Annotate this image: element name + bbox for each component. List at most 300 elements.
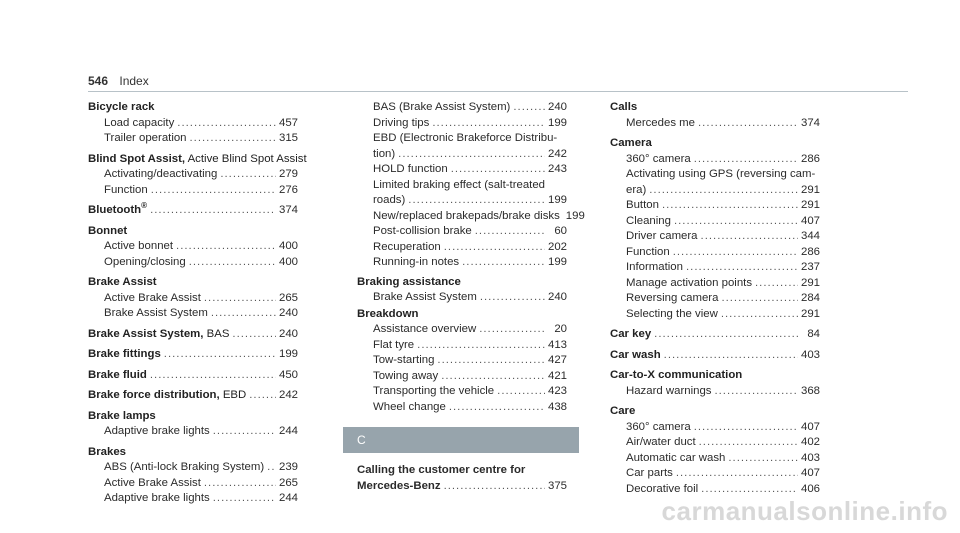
page-ref: 315 — [278, 132, 298, 144]
page-ref: 291 — [800, 307, 820, 320]
page-ref: 407 — [800, 467, 820, 479]
entry-text: Button — [626, 199, 659, 211]
index-subentry-label — [626, 167, 815, 183]
page-ref: 374 — [278, 204, 298, 216]
page-ref: 413 — [547, 338, 567, 351]
entry-text: Decorative foil — [626, 482, 699, 495]
index-subentry — [610, 420, 820, 436]
page-ref: 291 — [800, 199, 820, 211]
index-entry — [88, 152, 307, 199]
index-subentry — [610, 167, 820, 183]
index-subentry — [357, 290, 567, 306]
leader-dots — [164, 347, 276, 363]
index-heading — [88, 203, 147, 219]
index-subentry — [610, 451, 820, 467]
index-subentry — [357, 209, 585, 225]
section-title: Index — [119, 74, 149, 88]
entry-text: Wheel change — [373, 400, 446, 413]
entry-text: 360° camera — [626, 152, 691, 165]
leader-dots — [676, 466, 798, 482]
index-entry — [88, 409, 298, 440]
leader-dots — [189, 255, 276, 271]
index-subentry-label — [626, 183, 646, 199]
trademark-symbol: ® — [141, 201, 148, 211]
index-subentry-label — [104, 255, 186, 271]
index-subentry — [357, 147, 567, 163]
leader-dots — [694, 420, 798, 436]
page-ref: 243 — [547, 163, 567, 175]
index-subentry — [357, 178, 567, 194]
page-ref: 344 — [800, 230, 820, 242]
entry-text: Opening/closing — [104, 255, 186, 268]
leader-dots — [150, 203, 276, 219]
index-subentry — [610, 214, 820, 230]
entry-text: New/replaced brakepads/brake disks — [373, 209, 560, 222]
page-ref: 403 — [800, 451, 820, 464]
entry-text: Activating/deactivating — [104, 168, 218, 180]
index-subentry — [357, 100, 567, 116]
watermark-logo: carmanualsonline.info — [661, 496, 948, 526]
index-subentry-label — [626, 420, 691, 436]
index-subentry — [610, 260, 820, 276]
index-heading-row — [88, 388, 298, 404]
leader-dots — [698, 116, 798, 132]
index-subentry-label — [626, 260, 683, 276]
page-ref: 84 — [807, 328, 820, 340]
page-ref: 427 — [547, 354, 567, 366]
index-subentry-label — [104, 306, 208, 322]
index-subentry — [610, 276, 820, 292]
entry-text: Function — [626, 245, 670, 258]
entry-text: Towing away — [373, 369, 439, 382]
index-subentry-label — [104, 460, 264, 476]
index-subentry-label — [104, 476, 201, 492]
entry-text: Braking assistance — [357, 275, 461, 288]
leader-dots — [204, 476, 276, 492]
index-subentry — [357, 240, 567, 256]
entry-text: Active bonnet — [104, 240, 174, 252]
entry-text: Automatic car wash — [626, 451, 726, 464]
entry-text: Transporting the vehicle — [373, 385, 495, 397]
index-heading-row — [88, 327, 298, 343]
header-rule — [88, 91, 908, 92]
entry-text: roads) — [373, 194, 406, 206]
entry-text: Brake lamps — [88, 409, 156, 422]
index-subentry-label — [373, 353, 434, 369]
entry-text: Car key — [610, 328, 652, 340]
entry-text: Air/water duct — [626, 436, 696, 448]
index-heading — [610, 327, 651, 343]
index-entry — [88, 368, 298, 384]
page-ref: 400 — [278, 240, 298, 252]
page-ref: 199 — [547, 194, 567, 206]
index-subentry-label — [626, 276, 752, 292]
leader-dots — [150, 368, 276, 384]
index-subentry-label — [373, 131, 557, 147]
entry-text: Bluetooth — [88, 204, 142, 216]
entry-text: Active Brake Assist — [104, 291, 201, 304]
index-heading — [610, 136, 652, 152]
index-subentry — [88, 476, 298, 492]
index-subentry-label — [626, 291, 718, 307]
index-subentry-label — [373, 162, 448, 178]
page-ref: 368 — [800, 384, 820, 397]
leader-dots — [441, 369, 545, 385]
letter-section-bar: C — [343, 427, 579, 453]
index-entry — [357, 307, 567, 416]
index-heading-row — [88, 100, 298, 116]
index-heading — [88, 152, 307, 168]
index-heading — [88, 100, 155, 116]
index-heading — [88, 445, 126, 461]
index-heading-row — [610, 327, 820, 343]
entry-text: Care — [610, 405, 636, 417]
index-heading — [610, 348, 661, 364]
index-entry — [88, 224, 298, 271]
index-heading-row — [88, 347, 298, 363]
heading-suffix: BAS — [203, 327, 230, 340]
index-heading-row — [357, 463, 567, 479]
leader-dots — [398, 147, 545, 163]
leader-dots — [176, 239, 276, 255]
entry-text: ABS (Anti-lock Braking System) — [104, 461, 265, 473]
index-subentry-label — [373, 290, 477, 306]
index-heading-row — [88, 275, 298, 291]
leader-dots — [755, 276, 798, 292]
index-subentry-label — [626, 152, 691, 168]
index-subentry-label — [626, 435, 696, 451]
index-column-2 — [357, 100, 585, 494]
leader-dots — [662, 198, 798, 214]
index-subentry-label — [373, 369, 438, 385]
index-heading — [610, 404, 635, 420]
index-entry — [610, 368, 820, 399]
index-subentry-label — [104, 183, 148, 199]
entry-text: Running-in notes — [373, 256, 460, 268]
page-ref: 279 — [278, 168, 298, 180]
index-heading — [88, 347, 161, 363]
entry-text: Breakdown — [357, 307, 419, 320]
entry-text: Hazard warnings — [626, 384, 712, 397]
entry-text: 360° camera — [626, 420, 691, 433]
index-subentry — [88, 239, 298, 255]
leader-dots — [694, 152, 798, 168]
entry-text: era) — [626, 183, 647, 196]
entry-text: Brake Assist System — [373, 291, 477, 303]
index-subentry-label — [104, 116, 174, 132]
index-subentry — [88, 167, 298, 183]
index-subentry — [88, 183, 298, 199]
page-ref: 402 — [800, 436, 820, 448]
index-subentry — [357, 369, 567, 385]
index-heading-row — [610, 100, 820, 116]
entry-text: Active Brake Assist — [104, 476, 201, 489]
leader-dots — [211, 306, 276, 322]
entry-text: EBD (Electronic Brakeforce Distribu- — [373, 132, 558, 144]
entry-text: Information — [626, 261, 683, 273]
entry-text: Car wash — [610, 348, 661, 361]
page-ref: 423 — [547, 385, 567, 397]
index-subentry — [357, 162, 567, 178]
entry-text: tion) — [373, 147, 396, 160]
entry-text: Brake Assist — [88, 276, 157, 288]
index-subentry — [610, 183, 820, 199]
index-subentry — [357, 193, 567, 209]
index-subentry-label — [626, 451, 725, 467]
index-heading-row — [88, 152, 307, 168]
index-subentry — [88, 460, 298, 476]
index-subentry-label — [626, 116, 695, 132]
index-subentry — [357, 116, 567, 132]
index-subentry — [357, 353, 567, 369]
index-subentry-label — [373, 178, 545, 194]
index-subentry-label — [104, 291, 201, 307]
page-ref: 60 — [554, 225, 567, 237]
entry-text: Camera — [610, 137, 652, 149]
index-heading — [88, 388, 246, 404]
page-ref: 265 — [278, 476, 298, 489]
index-subentry — [357, 400, 567, 416]
index-subentry — [610, 229, 820, 245]
leader-dots — [714, 384, 798, 400]
index-entry — [88, 327, 298, 343]
page-ref: 286 — [800, 245, 820, 258]
page-ref: 438 — [547, 400, 567, 413]
index-heading — [88, 224, 127, 240]
index-subentry-label — [104, 167, 217, 183]
index-subentry-label — [373, 384, 494, 400]
leader-dots — [701, 482, 798, 498]
leader-dots — [654, 327, 799, 343]
index-subentry — [610, 152, 820, 168]
page-ref: 457 — [278, 116, 298, 129]
index-heading — [357, 307, 418, 323]
entry-text: BAS (Brake Assist System) — [373, 101, 511, 113]
index-entry — [610, 327, 820, 343]
page-ref: 199 — [547, 256, 567, 268]
page-ref: 374 — [800, 116, 820, 129]
index-subentry-label — [373, 400, 446, 416]
index-heading: Mercedes-Benz — [357, 479, 441, 492]
leader-dots — [728, 451, 798, 467]
page-ref: 284 — [800, 292, 820, 304]
index-subentry — [610, 245, 820, 261]
page-ref: 199 — [565, 209, 585, 222]
entry-text: Brake fluid — [88, 368, 147, 381]
entry-text: Car parts — [626, 467, 673, 479]
page-ref: 407 — [800, 214, 820, 227]
heading-suffix: EBD — [219, 389, 247, 401]
index-subentry-label — [373, 240, 441, 256]
spacer — [88, 508, 298, 512]
index-subentry-label — [373, 116, 429, 132]
leader-dots — [480, 290, 545, 306]
index-heading-row — [88, 445, 298, 461]
index-entry — [610, 348, 820, 364]
index-entry — [610, 100, 820, 131]
index-subentry — [610, 384, 820, 400]
index-entry — [88, 100, 298, 147]
index-subentry — [610, 116, 820, 132]
index-heading-row — [610, 348, 820, 364]
index-subentry — [357, 255, 567, 271]
index-entry — [610, 136, 820, 322]
leader-dots — [220, 167, 276, 183]
leader-dots — [462, 255, 545, 271]
index-subentry — [610, 435, 820, 451]
page-ref: 240 — [278, 307, 298, 319]
index-column-3 — [610, 100, 820, 502]
entry-text: Activating using GPS (reversing cam- — [626, 168, 816, 180]
entry-text: Bicycle rack — [88, 101, 155, 113]
index-heading — [610, 368, 742, 384]
index-heading-row — [88, 203, 298, 219]
index-subentry — [610, 198, 820, 214]
leader-dots — [437, 353, 545, 369]
index-subentry-label — [373, 224, 472, 240]
heading-suffix: Active Blind Spot Assist — [185, 152, 307, 165]
index-subentry-label — [373, 147, 395, 163]
page-ref: 291 — [800, 276, 820, 289]
entry-text: Tow-starting — [373, 354, 435, 366]
index-entry — [357, 275, 567, 306]
leader-dots — [267, 460, 276, 476]
leader-dots — [444, 240, 545, 256]
entry-text: Mercedes me — [626, 116, 696, 129]
entry-text: Recuperation — [373, 240, 441, 253]
index-entry — [88, 445, 298, 507]
leader-dots — [673, 245, 798, 261]
page-ref: 239 — [278, 461, 298, 473]
entry-text: Selecting the view — [626, 307, 718, 320]
entry-text: Brake fittings — [88, 348, 161, 360]
entry-text: Brake Assist System — [104, 307, 208, 319]
index-heading — [88, 327, 229, 343]
index-heading-row — [357, 479, 567, 495]
index-heading — [88, 368, 147, 384]
index-subentry-label — [626, 198, 659, 214]
index-entry — [610, 404, 820, 497]
index-subentry-label — [104, 131, 187, 147]
leader-dots — [204, 291, 276, 307]
index-entry — [88, 203, 298, 219]
index-heading — [88, 409, 156, 425]
index-subentry-label — [373, 209, 560, 225]
page-ref: 450 — [278, 368, 298, 381]
page-ref: 421 — [547, 369, 567, 382]
page-number: 546 — [88, 74, 109, 88]
leader-dots — [479, 322, 546, 338]
index-subentry — [88, 306, 298, 322]
page-ref: 202 — [547, 240, 567, 253]
entry-text: Flat tyre — [373, 338, 415, 351]
entry-text: Brake force distribution, — [88, 389, 220, 401]
leader-dots — [408, 193, 545, 209]
leader-dots — [664, 348, 798, 364]
index-subentry-label — [626, 245, 670, 261]
page-ref: 403 — [800, 348, 820, 361]
index-subentry — [88, 131, 298, 147]
entry-text: Cleaning — [626, 214, 671, 227]
entry-text: Brake Assist System, — [88, 327, 204, 340]
index-subentry — [610, 466, 820, 482]
leader-dots — [213, 491, 276, 507]
leader-dots — [417, 338, 545, 354]
leader-dots — [649, 183, 798, 199]
page-ref: 286 — [800, 152, 820, 165]
leader-dots — [686, 260, 798, 276]
entry-text: Car-to-X communication — [610, 369, 743, 381]
index-subentry-label — [104, 424, 210, 440]
entry-text: Trailer operation — [104, 132, 187, 144]
index-subentry — [357, 338, 567, 354]
index-subentry-label — [626, 482, 698, 498]
index-entry — [88, 275, 298, 322]
entry-text: Driving tips — [373, 116, 430, 129]
index-subentry — [357, 384, 567, 400]
leader-dots — [475, 224, 546, 240]
leader-dots — [249, 388, 276, 404]
leader-dots — [190, 131, 276, 147]
index-heading-row — [88, 224, 298, 240]
index-subentry — [88, 491, 298, 507]
index-heading — [610, 100, 637, 116]
page-ref: 407 — [800, 420, 820, 433]
page-ref: 242 — [547, 147, 567, 160]
index-subentry-label — [626, 229, 698, 245]
index-subentry — [610, 291, 820, 307]
index-heading-row — [610, 368, 820, 384]
entry-text: Bonnet — [88, 224, 128, 237]
leader-dots — [721, 291, 798, 307]
leader-dots — [444, 479, 545, 495]
leader-dots — [449, 400, 545, 416]
page-ref: 265 — [278, 291, 298, 304]
index-heading-row — [610, 404, 820, 420]
page-ref: 240 — [547, 291, 567, 303]
index-column-1 — [88, 100, 307, 512]
index-subentry — [88, 291, 298, 307]
index-subentry-label — [373, 193, 405, 209]
index-subentry — [610, 307, 820, 323]
page-ref: 400 — [278, 255, 298, 268]
index-subentry — [357, 224, 567, 240]
index-subentry-label — [626, 214, 671, 230]
index-subentry-label — [373, 338, 414, 354]
page-ref: 244 — [278, 492, 298, 504]
index-subentry-label — [373, 100, 510, 116]
page-ref: 291 — [800, 183, 820, 196]
leader-dots — [151, 183, 276, 199]
page-ref: 199 — [278, 348, 298, 360]
index-subentry-label — [626, 384, 711, 400]
leader-dots — [451, 162, 545, 178]
leader-dots — [674, 214, 798, 230]
entry-text: Post-collision brake — [373, 225, 472, 237]
leader-dots — [721, 307, 798, 323]
index-subentry-label — [626, 307, 718, 323]
index-entry — [88, 347, 298, 363]
index-heading — [357, 275, 461, 291]
index-subentry-label — [104, 491, 210, 507]
index-heading-row — [357, 307, 567, 323]
index-entry — [88, 388, 298, 404]
page-ref: 199 — [547, 116, 567, 129]
entry-text: Limited braking effect (salt-treated — [373, 178, 545, 191]
leader-dots — [432, 116, 545, 132]
entry-text: Load capacity — [104, 116, 175, 129]
index-subentry-label — [373, 255, 459, 271]
